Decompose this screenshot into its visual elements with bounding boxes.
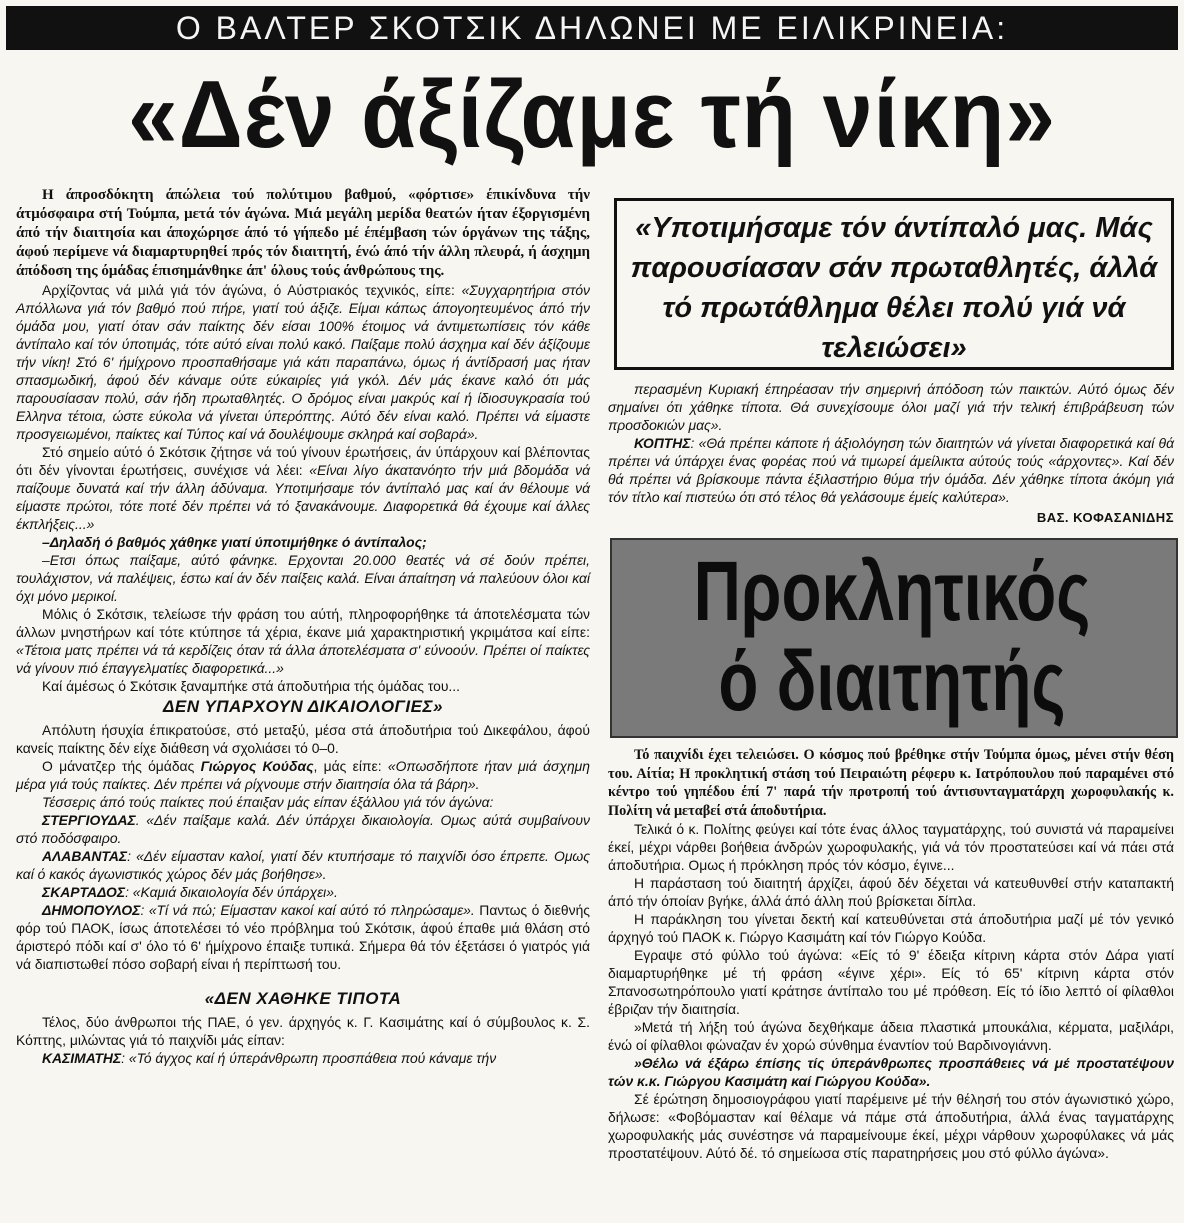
left-column	[16, 186, 590, 1067]
paragraph: Τέσσερις άπό τούς παίκτες πού έπαιξαν μάς είπαν έξάλλου γιά τόν άγώνα:	[42, 794, 494, 810]
interview-answer: –Ετσι όπως παίξαμε, αύτό φάνηκε. Ερχονται 20.000 θεατές νά σέ δούν πρέπει, τουλάχιστον, νά παλέψεις, έστω καί άν δέν παίξεις καλά. Είναι άπαίτηση νά παλεύουν όλοι καί όχι μόνο μερικοί.	[16, 552, 590, 604]
paragraph: Σέ έρώτηση δημοσιογράφου γιατί παρέμεινε μέ τήν θέλησή του στόν άγωνιστικό χώρο, δήλωσε: «Φοβόμασταν καί θέλαμε νά πάμε στά άποδυτήρια, άλλά ένας ταγματάρχης χωροφυλακής μάς συνέστησε νά παραμείνουμε έκεί, μέχρι νάρθουν χωροφύλακες νά μάς προστατέψουν. Αύτό δέ. τό σημείωσα στίς παρατηρήσεις μου στό φύλλο άγώνα».	[608, 1091, 1174, 1162]
lead-paragraph: Η άπροσδόκητη άπώλεια τού πολύτιμου βαθμού, «φόρτισε» έπικίνδυνα τήν άτμόσφαιρα στή Τούμπα, μετά τόν άγώνα. Μιά μεγάλη μερίδα θεατών ήταν έξοργισμένη άπό τήν διαιτησία και άποχώρησε άπό τό γήπεδο μέ έπέμβαση τών όργάνων της τάξης, άφού περίμενε νά διαμαρτυρηθεί πρός τόν διαιτητή, ένώ άπό τήν άλλη πλευρά, ή άσχημη άπόδοση της όμάδας έπισημάνθηκε άπ' όλους τούς άνθρώπους της.	[16, 187, 590, 279]
paragraph: ΚΟΠΤΗΣ: «Θά πρέπει κάποτε ή άξιολόγηση τών διαιτητών νά γίνεται διαφορετικά καί θά πρέπει νά ύπάρχει ένας φορέας πού νά τιμωρεί άμείλικτα αύτούς τούς «άρχοντες». Καί δέν θά πρέπει νά βρίσκουμε πάντα έξιλαστήριο θύμα τήν όμάδα. Δέν χάθηκε τίποτα άκόμη γιά τόν τίτλο καί πιστεύω ότι στό τέλος θά γελάσουμε έμείς καλύτερα».	[608, 435, 1174, 505]
paragraph: Τέλος, δύο άνθρωποι τής ΠΑΕ, ό γεν. άρχηγός κ. Γ. Κασιμάτης καί ό σύμβουλος κ. Σ. Κόπτης, μιλώντας γιά τό παιχνίδι μάς είπαν:	[16, 1014, 590, 1048]
section-title: Προκλητικός ό διαιτητής	[693, 544, 1091, 728]
player-quote: ΑΛΑΒΑΝΤΑΣ: «Δέν είμασταν καλοί, γιατί δέν κτυπήσαμε τό παιχνίδι όσο έπρεπε. Ομως καί ό κακός άγωνιστικός χώρος δέν μάς βοήθησε».	[16, 848, 590, 882]
paragraph: Καί άμέσως ό Σκότσικ ξαναμπήκε στά άποδυτήρια τής όμάδας του...	[42, 678, 461, 694]
interview-question: –Δηλαδή ό βαθμός χάθηκε γιατί ύποτιμήθηκε ό άντίπαλος;	[42, 534, 427, 550]
paragraph: Η παράκληση του γίνεται δεκτή καί κατευθύνεται στά άποδυτήρια μαζί μέ τόν γενικό άρχηγό τού ΠΑΟΚ κ. Γιώργο Κασιμάτη καί τόν Γιώργο Κούδα.	[608, 911, 1174, 946]
kicker-banner: Ο ΒΑΛΤΕΡ ΣΚΟΤΣΙΚ ΔΗΛΩΝΕΙ ΜΕ ΕΙΛΙΚΡΙΝΕΙΑ:	[6, 6, 1178, 50]
paragraph: περασμένη Κυριακή έπηρέασαν τήν σημερινή άπόδοση τών παικτών. Αύτό όμως δέν σημαίνει ότι χάθηκε τίποτα. Θά συνεχίσουμε όλοι μαζί γιά τήν τελική έπιβράβευση τών προσδοκιών μας».	[608, 381, 1174, 433]
right-column-top	[608, 380, 1174, 525]
paragraph: Απόλυτη ήσυχία έπικρατούσε, στό μεταξύ, μέσα στά άποδυτήρια τού Δικεφάλου, άφού κανείς παίκτης δέν είχε διάθεση νά σχολιάσει τό 0–0.	[16, 722, 590, 756]
player-quote: ΔΗΜΟΠΟΥΛΟΣ: «Τί νά πώ; Είμασταν κακοί καί αύτό τό πληρώσαμε». Παντως ό διεθνής φόρ τού ΠΑΟΚ, ίσως άποτελέσει τό νέο πρόβλημα τού Σκότσικ, άφού έπαθε μιά θλάση στό άριστερό πόδι καί σ' όλο τό 6' ήμίχρονο έπαιξε τυπικά. Σήμερα θά τόν έξετάσει ό γιατρός γιά νά διαπιστωθεί πόσο σοβαρή είναι ή περίπτωσή του.	[16, 902, 590, 972]
paragraph: »Μετά τή λήξη τού άγώνα δεχθήκαμε άδεια πλαστικά μπουκάλια, κέρματα, μαξιλάρι, ένώ οί φίλαθλοι φώναζαν έν χορώ σύνθημα έναντίον τού Βαρδινογιάννη.	[608, 1019, 1174, 1054]
player-quote: ΣΚΑΡΤΑΔΟΣ: «Καμιά δικαιολογία δέν ύπάρχει».	[42, 884, 338, 900]
subheading: ΔΕΝ ΥΠΑΡΧΟΥΝ ΔΙΚΑΙΟΛΟΓΙΕΣ»	[163, 697, 443, 716]
paragraph: »Θέλω νά έξάρω έπίσης τίς ύπεράνθρωπες προσπάθειες νά μέ προστατέψουν τών κ.κ. Γιώργου Κασιμάτη καί Γιώργου Κούδα».	[608, 1055, 1174, 1090]
pull-quote: «Υποτιμήσαμε τόν άντίπαλό μας. Μάς παρουσίασαν σάν πρωταθλητές, άλλά τό πρωτάθλημα θέλει πολύ γιά νά τελειώσει»	[630, 212, 1158, 364]
paragraph: Ο μάνατζερ τής όμάδας Γιώργος Κούδας, μάς είπε: «Οπωσδήποτε ήταν μιά άσχημη μέρα γιά τούς παίκτες. Δέν πρέπει νά ρίχνουμε στήν διαιτησία όλα τά βάρη».	[16, 758, 590, 792]
paragraph: Αρχίζοντας νά μιλά γιά τόν άγώνα, ό Αύστριακός τεχνικός, είπε: «Συγχαρητήρια στόν Απόλλωνα γιά τόν βαθμό πού πήρε, γιατί τού άξιζε. Είμαι κάπως άπογοητευμένος άπό τήν όμάδα μου, γιατί όταν σάν παίκτης δέν είσαι 100% έτοιμος νά άντιμετωπίσεις τόν κάθε άντίπαλο καί τόν ύποτιμάς, τότε αύτό είναι πολύ κακό. Παίξαμε πολύ άσχημα καί δέν άξίζουμε τήν νίκη! Στό 6' ήμίχρονο προσπαθήσαμε γιά κάτι παραπάνω, όμως ή άντίδρασή μας ήταν σπασμωδική, άφού δέν κάναμε ούτε εύκαιρίες γιά γκόλ. Δέν μάς έκανε καλό ότι μάς παρουσίασαν πολύ, σάν ήδη πρωταθλητές. Ο δρόμος είναι μακρύς καί ή ίδιοσυγκρασία τού Ελληνα τέτοια, ώστε εύκολα νά γίνεται ύπερόπτης. Αύτό δέν είναι καλό. Πρέπει νά είμαστε προσγειωμένοι, παίκτες καί Τύπος καί νά δουλέψουμε σκληρά καί σοβαρά».	[16, 282, 591, 442]
player-quote: ΣΤΕΡΓΙΟΥΔΑΣ. «Δέν παίξαμε καλά. Δέν ύπάρχει δικαιολογία. Ομως αύτά συμβαίνουν στό ποδόσφαιρο.	[16, 812, 590, 846]
paragraph: Τελικά ό κ. Πολίτης φεύγει καί τότε ένας άλλος ταγματάρχης, τού συνιστά νά παραμείνει έκεί, μέχρι νάρθει βοήθεια άνδρών χωροφυλακής, γιά νά τόν προστατεύσει καί νά πάει στά άποδυτήρια. Ομως ή πρόκληση πρός τόν κόσμο, έγινε...	[608, 821, 1174, 874]
player-quote: ΚΑΣΙΜΑΤΗΣ: «Τό άγχος καί ή ύπεράνθρωπη προσπάθεια πού κάναμε τήν	[42, 1050, 497, 1066]
byline: ΒΑΣ. ΚΟΦΑΣΑΝΙΔΗΣ	[1036, 510, 1174, 525]
paragraph: Στό σημείο αύτό ό Σκότσικ ζήτησε νά τού γίνουν έρωτήσεις, άν ύπάρχουν καί βλέποντας ότι δέν γίνονται έρωτήσεις, συνέχισε νά λέει: «Είναι λίγο άκατανόητο τήν μιά βδομάδα νά παίζουμε δυνατά καί τήν άλλη άδύναμα. Υποτιμήσαμε τόν άντίπαλό μας καί άν θέλουμε νά είμαστε πρώτοι, τότε ποτέ δέν πρέπει νά τό ξανακάνουμε. Διαφορετικά θά έχουμε καί άλλες έκπλήξεις...»	[16, 444, 590, 532]
paragraph: Μόλις ό Σκότσικ, τελείωσε τήν φράση του αύτή, πληροφορήθηκε τά άποτελέσματα τών άλλων μνηστήρων καί τότε κτύπησε τά χέρια, έκανε μιά χαρακτηριστική γκριμάτσα καί είπε: «Τέτοια ματς πρέπει νά τά κερδίζεις όταν τά άλλα άποτελέσματα σ' εύνοούν. Πρέπει οί παίκτες νά γίνουν πιό έπαγγελματίες διαφορετικά...»	[16, 606, 590, 676]
subheading: «ΔΕΝ ΧΑΘΗΚΕ ΤΙΠΟΤΑ	[204, 989, 402, 1008]
lead-paragraph: Τό παιχνίδι έχει τελειώσει. Ο κόσμος πού βρέθηκε στήν Τούμπα όμως, μένει στήν θέση του. Αίτία; Η προκλητική στάση τού Πειραιώτη ρέφερυ κ. Ιατρόπουλου πού παραμένει στό κέντρο τού γηπέδου έπί 7' παρά τήν προτροπή τού άντισυνταγματάρχη χωροφυλακής κ. Πολίτη νά μεταβεί στά άποδυτήρια.	[608, 747, 1174, 819]
paragraph: Η παράσταση τού διαιτητή άρχίζει, άφού δέν δέχεται νά κατευθυνθεί στήν καταπακτή άπό τήν όποίαν βγήκε, άλλά άπό άλλη πού βρίσκεται δίπλα.	[608, 875, 1174, 910]
paragraph: Εγραψε στό φύλλο τού άγώνα: «Είς τό 9' έδειξα κίτρινη κάρτα στόν Δάρα γιατί διαμαρτυρήθηκε μέ τή φράση «έγινε χέρι». Είς τό 65' κίτρινη κάρτα στόν Σπανοσωτηρόπουλο γιατί κράτησε άντίπαλο του μέ πρόθεση. Είς τό ίδιο λεπτό οί φίλαθλοι έβριζαν τήν διαιτησία.	[608, 947, 1174, 1018]
referee-article	[608, 746, 1174, 1162]
headline: «Δέν άξίζαμε τή νίκη»	[128, 61, 1056, 168]
